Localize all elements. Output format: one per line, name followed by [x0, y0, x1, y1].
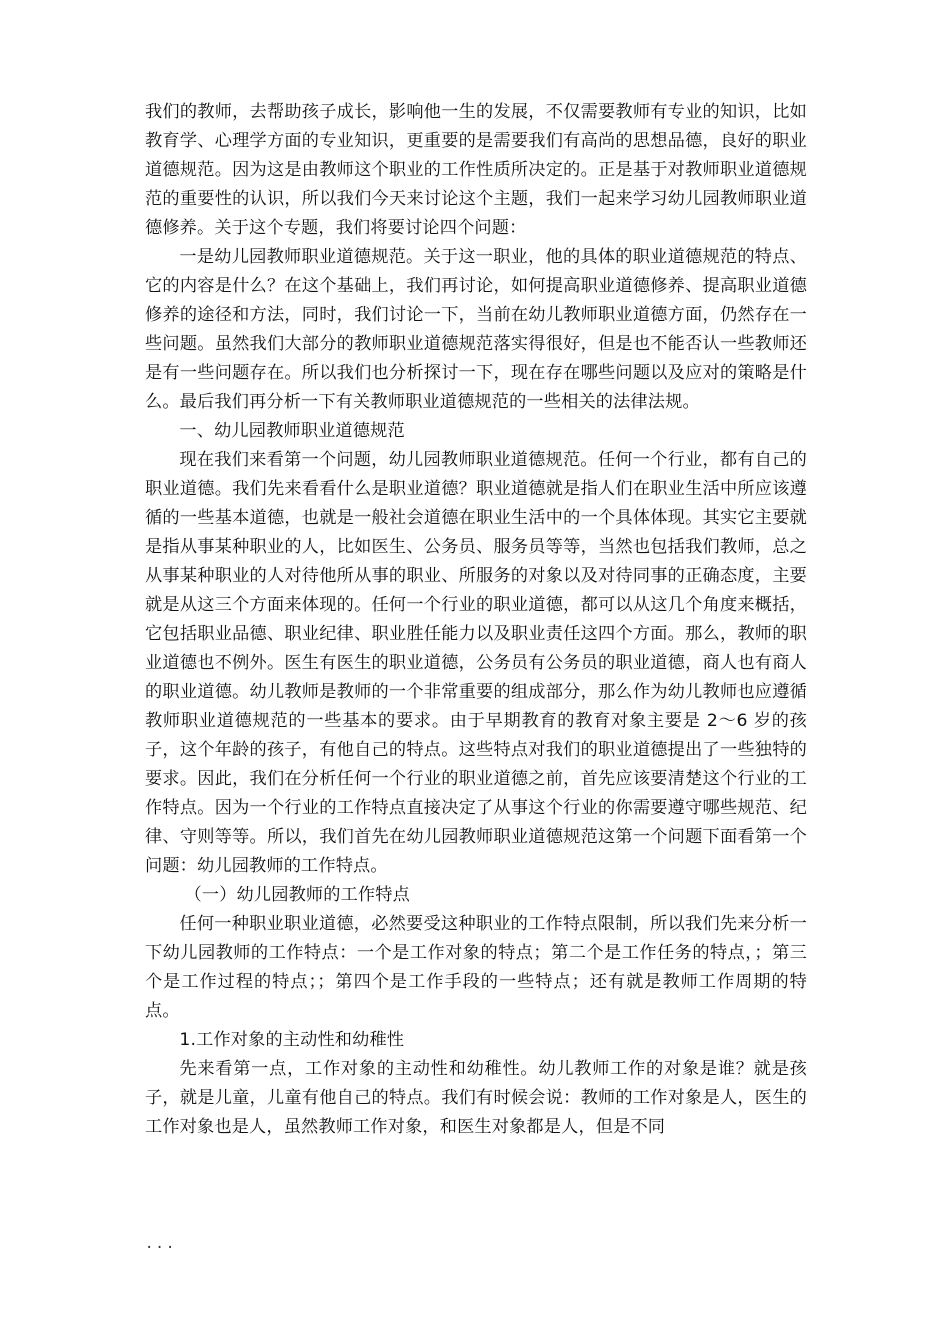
paragraph-work-features: 任何一种职业职业道德，必然要受这种职业的工作特点限制，所以我们先来分析一下幼儿园教师的工作特点：一个是工作对象的特点；第二个是工作任务的特点，；第三个是工作过程的特点；；第四个是工作手段的一些特点；还有就是教师工作周期的特点。	[145, 914, 807, 1021]
section-heading-1: 一、幼儿园教师职业道德规范	[179, 421, 405, 441]
paragraph-topics: 一是幼儿园教师职业道德规范。关于这一职业，他的具体的职业道德规范的特点、它的内容是什么？在这个基础上，我们再讨论，如何提高职业道德修养、提高职业道德修养的途径和方法，同时，我们讨论一下，当前在幼儿教师职业道德方面，仍然存在一些问题。虽然我们大部分的教师职业道德规范落实得很好，但是也不能否认一些教师还是有一些问题存在。所以我们也分析探讨一下，现在存在哪些问题以及应对的策略是什么。最后我们再分析一下有关教师职业道德规范的一些相关的法律法规。	[145, 247, 807, 412]
paragraph-intro: 我们的教师，去帮助孩子成长，影响他一生的发展，不仅需要教师有专业的知识，比如教育学、心理学方面的专业知识，更重要的是需要我们有高尚的思想品德，良好的职业道德规范。因为这是由教师这个职业的工作性质所决定的。正是基于对教师职业道德规范的重要性的认识，所以我们今天来讨论这个主题，我们一起来学习幼儿园教师职业道德修养。关于这个专题，我们将要讨论四个问题：	[145, 102, 807, 238]
paragraph-professional-ethics: 现在我们来看第一个问题，幼儿园教师职业道德规范。任何一个行业，都有自己的职业道德。我们先来看看什么是职业道德？职业道德就是指人们在职业生活中所应该遵循的一些基本道德，也就是一般社会道德在职业生活中的一个具体体现。其实它主要就是指从事某种职业的人，比如医生、公务员、服务员等等，当然也包括我们教师，总之从事某种职业的人对待他所从事的职业、所服务的对象以及对待同事的正确态度，主要就是从这三个方面来体现的。任何一个行业的职业道德，都可以从这几个角度来概括，它包括职业品德、职业纪律、职业胜任能力以及职业责任这四个方面。那么，教师的职业道德也不例外。医生有医生的职业道德，公务员有公务员的职业道德，商人也有商人的职业道德。幼儿教师是教师的一个非常重要的组成部分，那么作为幼儿教师也应遵循教师职业道德规范的一些基本的要求。由于早期教育的教育对象主要是 2～6 岁的孩子，这个年龄的孩子，有他自己的特点。这些特点对我们的职业道德提出了一些独特的要求。因此，我们在分析任何一个行业的职业道德之前，首先应该要清楚这个行业的工作特点。因为一个行业的工作特点直接决定了从事这个行业的你需要遵守哪些规范、纪律、守则等等。所以，我们首先在幼儿园教师职业道德规范这第一个问题下面看第一个问题：幼儿园教师的工作特点。	[145, 450, 807, 876]
subsection-heading-work-features: （一）幼儿园教师的工作特点	[184, 885, 410, 905]
point-heading-1: 1.工作对象的主动性和幼稚性	[179, 1030, 405, 1050]
page-footer-ellipsis: ...	[145, 1236, 177, 1252]
document-body	[145, 98, 807, 1142]
paragraph-work-object: 先来看第一点，工作对象的主动性和幼稚性。幼儿教师工作的对象是谁？就是孩子，就是儿童，儿童有他自己的特点。我们有时候会说：教师的工作对象是人，医生的工作对象也是人，虽然教师工作对象，和医生对象都是人，但是不同	[145, 1059, 807, 1137]
